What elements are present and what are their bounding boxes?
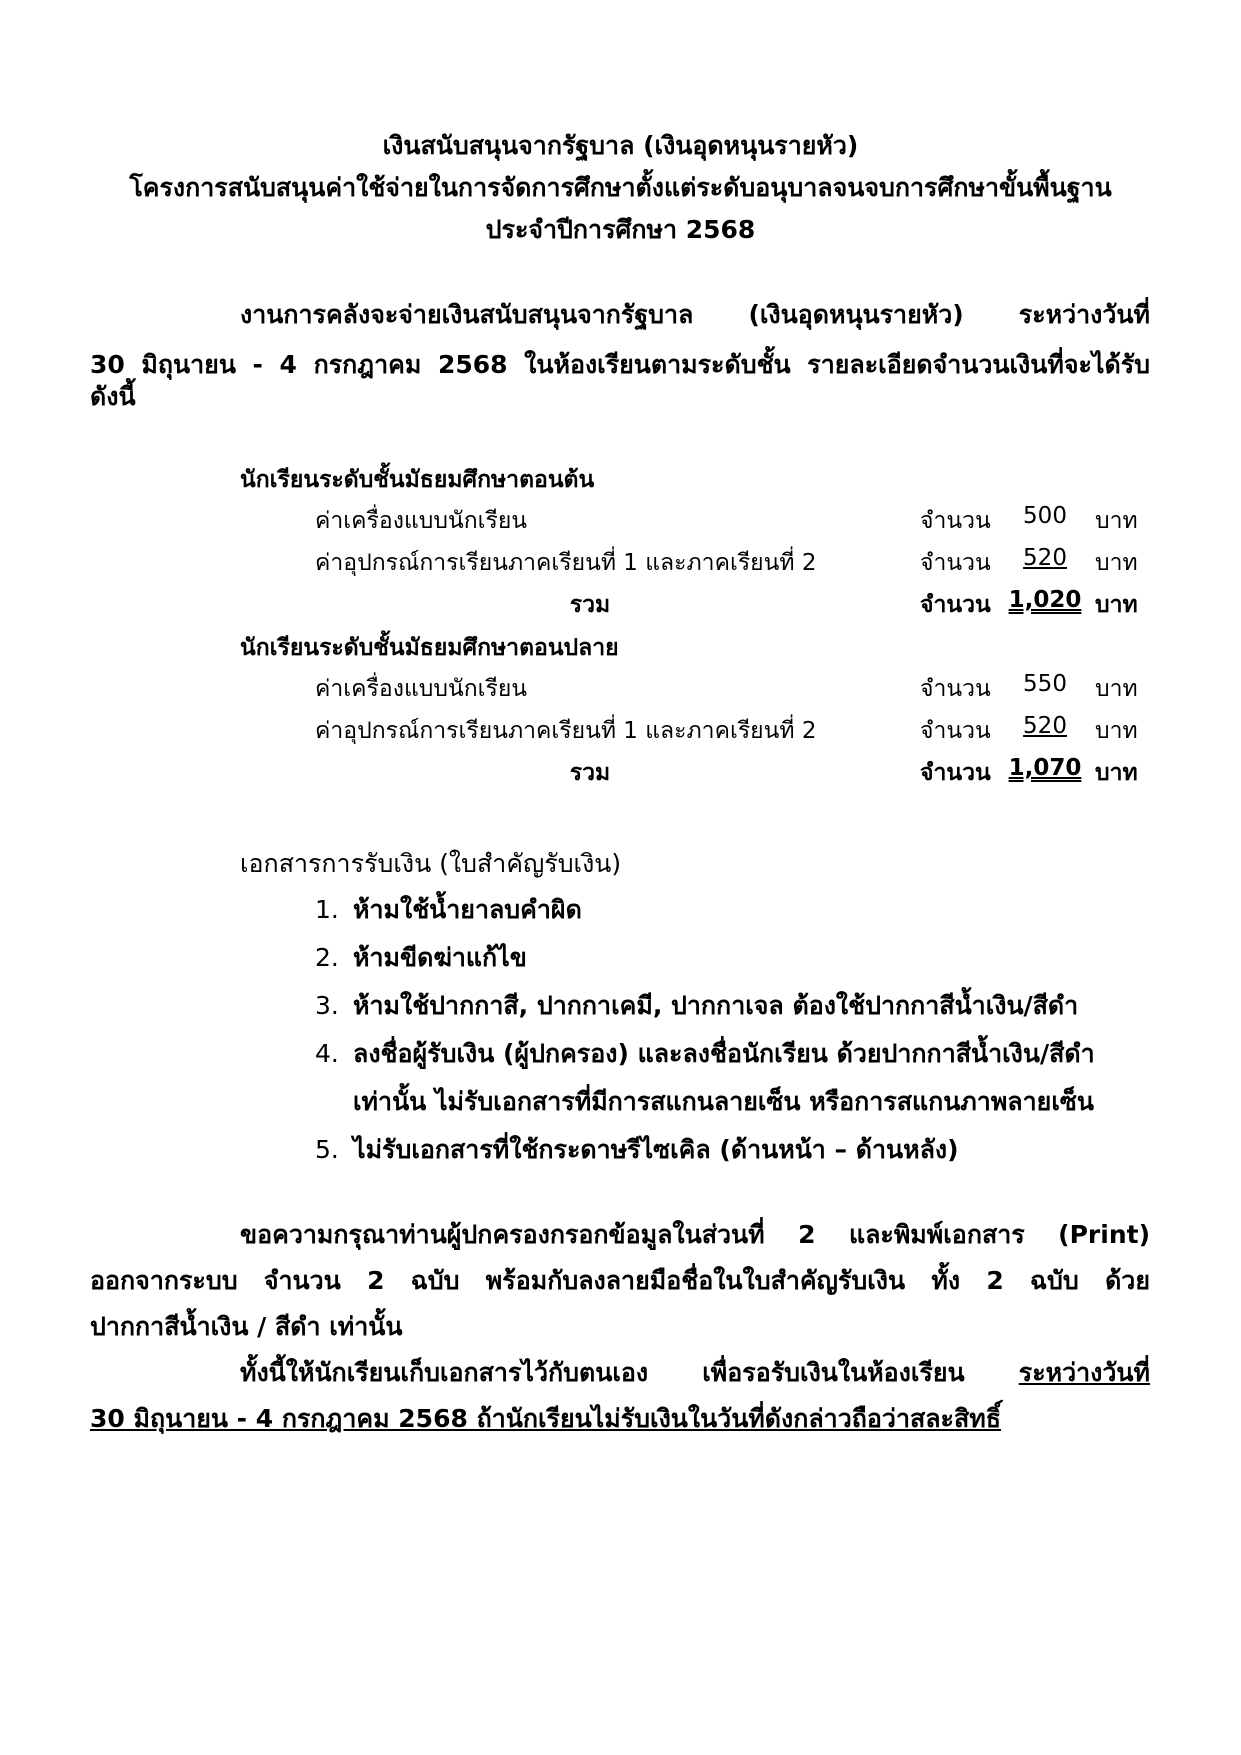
qty-label: จำนวน	[920, 676, 991, 702]
rule-text-continued: เท่านั้น ไม่รับเอกสารที่มีการสแกนลายเซ็น หรือการสแกนภาพลายเซ็น	[353, 1087, 1094, 1116]
list-item	[0, 545, 1241, 585]
list-item	[315, 1030, 1095, 1126]
rule-text: ห้ามขีดฆ่าแก้ไข	[353, 943, 527, 972]
unit-label: บาท	[1095, 592, 1138, 618]
section-heading-lower-secondary: นักเรียนระดับชั้นมัธยมศึกษาตอนต้น	[240, 467, 595, 493]
list-item	[315, 886, 1095, 934]
list-number: 3.	[315, 991, 339, 1020]
total-amount: 1,020	[1008, 587, 1082, 613]
request-line-2: ออกจากระบบ จำนวน 2 ฉบับ พร้อมกับลงลายมือชื่อในใบสำคัญรับเงิน ทั้ง 2 ฉบับ ด้วย	[90, 1266, 1150, 1295]
request-line-3: ปากกาสีน้ำเงิน / สีดำ เท่านั้น	[90, 1312, 403, 1341]
list-item	[0, 503, 1241, 543]
list-number: 1.	[315, 895, 339, 924]
unit-label: บาท	[1095, 508, 1138, 534]
intro-paragraph	[90, 290, 1150, 422]
total-row	[0, 587, 1241, 627]
rule-text: ไม่รับเอกสารที่ใช้กระดาษรีไซเคิล (ด้านหน้า – ด้านหลัง)	[353, 1135, 959, 1164]
amount-value: 500	[1023, 503, 1067, 529]
header-project: โครงการสนับสนุนค่าใช้จ่ายในการจัดการศึกษาตั้งแต่ระดับอนุบาลจนจบการศึกษาขั้นพื้นฐาน	[129, 173, 1112, 202]
note-deadline-text: ระหว่างวันที่	[1018, 1358, 1150, 1387]
amount-value: 550	[1023, 671, 1067, 697]
intro-line-3: ดังนี้	[90, 382, 136, 411]
amount-value: 520	[1023, 545, 1067, 571]
item-label: ค่าอุปกรณ์การเรียนภาคเรียนที่ 1 และภาคเรียนที่ 2	[315, 550, 817, 576]
amount-value: 520	[1023, 713, 1067, 739]
list-item	[0, 713, 1241, 753]
header-title: เงินสนับสนุนจากรัฐบาล (เงินอุดหนุนรายหัว)	[382, 131, 859, 160]
list-item	[315, 934, 1095, 982]
total-amount: 1,070	[1008, 755, 1082, 781]
document-rules-list	[315, 886, 1095, 1174]
item-label: ค่าเครื่องแบบนักเรียน	[315, 676, 528, 702]
qty-label: จำนวน	[920, 592, 991, 618]
documents-heading: เอกสารการรับเงิน (ใบสำคัญรับเงิน)	[240, 849, 622, 878]
header-year: ประจำปีการศึกษา 2568	[485, 215, 756, 244]
item-label: ค่าอุปกรณ์การเรียนภาคเรียนที่ 1 และภาคเรียนที่ 2	[315, 718, 817, 744]
unit-label: บาท	[1095, 550, 1138, 576]
qty-label: จำนวน	[920, 508, 991, 534]
note-deadline-line-2: 30 มิถุนายน - 4 กรกฎาคม 2568 ถ้านักเรียนไม่รับเงินในวันที่ดังกล่าวถือว่าสละสิทธิ์	[90, 1404, 1001, 1433]
list-number: 4.	[315, 1039, 339, 1068]
rule-text: ห้ามใช้น้ำยาลบคำผิด	[353, 895, 582, 924]
list-item	[0, 671, 1241, 711]
qty-label: จำนวน	[920, 718, 991, 744]
note-paragraph	[90, 1350, 1150, 1442]
note-text: ทั้งนี้ให้นักเรียนเก็บเอกสารไว้กับตนเอง เพื่อรอรับเงินในห้องเรียน	[240, 1358, 1019, 1387]
intro-line-1: งานการคลังจะจ่ายเงินสนับสนุนจากรัฐบาล (เงินอุดหนุนรายหัว) ระหว่างวันที่	[240, 300, 1150, 329]
list-number: 5.	[315, 1135, 339, 1164]
request-paragraph	[90, 1212, 1150, 1350]
qty-label: จำนวน	[920, 550, 991, 576]
list-item	[315, 982, 1095, 1030]
item-label: ค่าเครื่องแบบนักเรียน	[315, 508, 528, 534]
section-heading-upper-secondary: นักเรียนระดับชั้นมัธยมศึกษาตอนปลาย	[240, 635, 619, 661]
total-label: รวม	[569, 760, 611, 786]
rule-text: ลงชื่อผู้รับเงิน (ผู้ปกครอง) และลงชื่อนักเรียน ด้วยปากกาสีน้ำเงิน/สีดำ	[353, 1039, 1095, 1068]
total-row	[0, 755, 1241, 795]
list-item	[315, 1126, 1095, 1174]
total-label: รวม	[569, 592, 611, 618]
intro-line-2: 30 มิถุนายน - 4 กรกฎาคม 2568 ในห้องเรียนตามระดับชั้น รายละเอียดจำนวนเงินที่จะได้รับ	[90, 350, 1150, 379]
list-number: 2.	[315, 943, 339, 972]
rule-text: ห้ามใช้ปากกาสี, ปากกาเคมี, ปากกาเจล ต้องใช้ปากกาสีน้ำเงิน/สีดำ	[353, 991, 1079, 1020]
qty-label: จำนวน	[920, 760, 991, 786]
note-line-1	[90, 1350, 1150, 1396]
request-line-1: ขอความกรุณาท่านผู้ปกครองกรอกข้อมูลในส่วนที่ 2 และพิมพ์เอกสาร (Print)	[240, 1220, 1150, 1249]
unit-label: บาท	[1095, 760, 1138, 786]
unit-label: บาท	[1095, 676, 1138, 702]
unit-label: บาท	[1095, 718, 1138, 744]
